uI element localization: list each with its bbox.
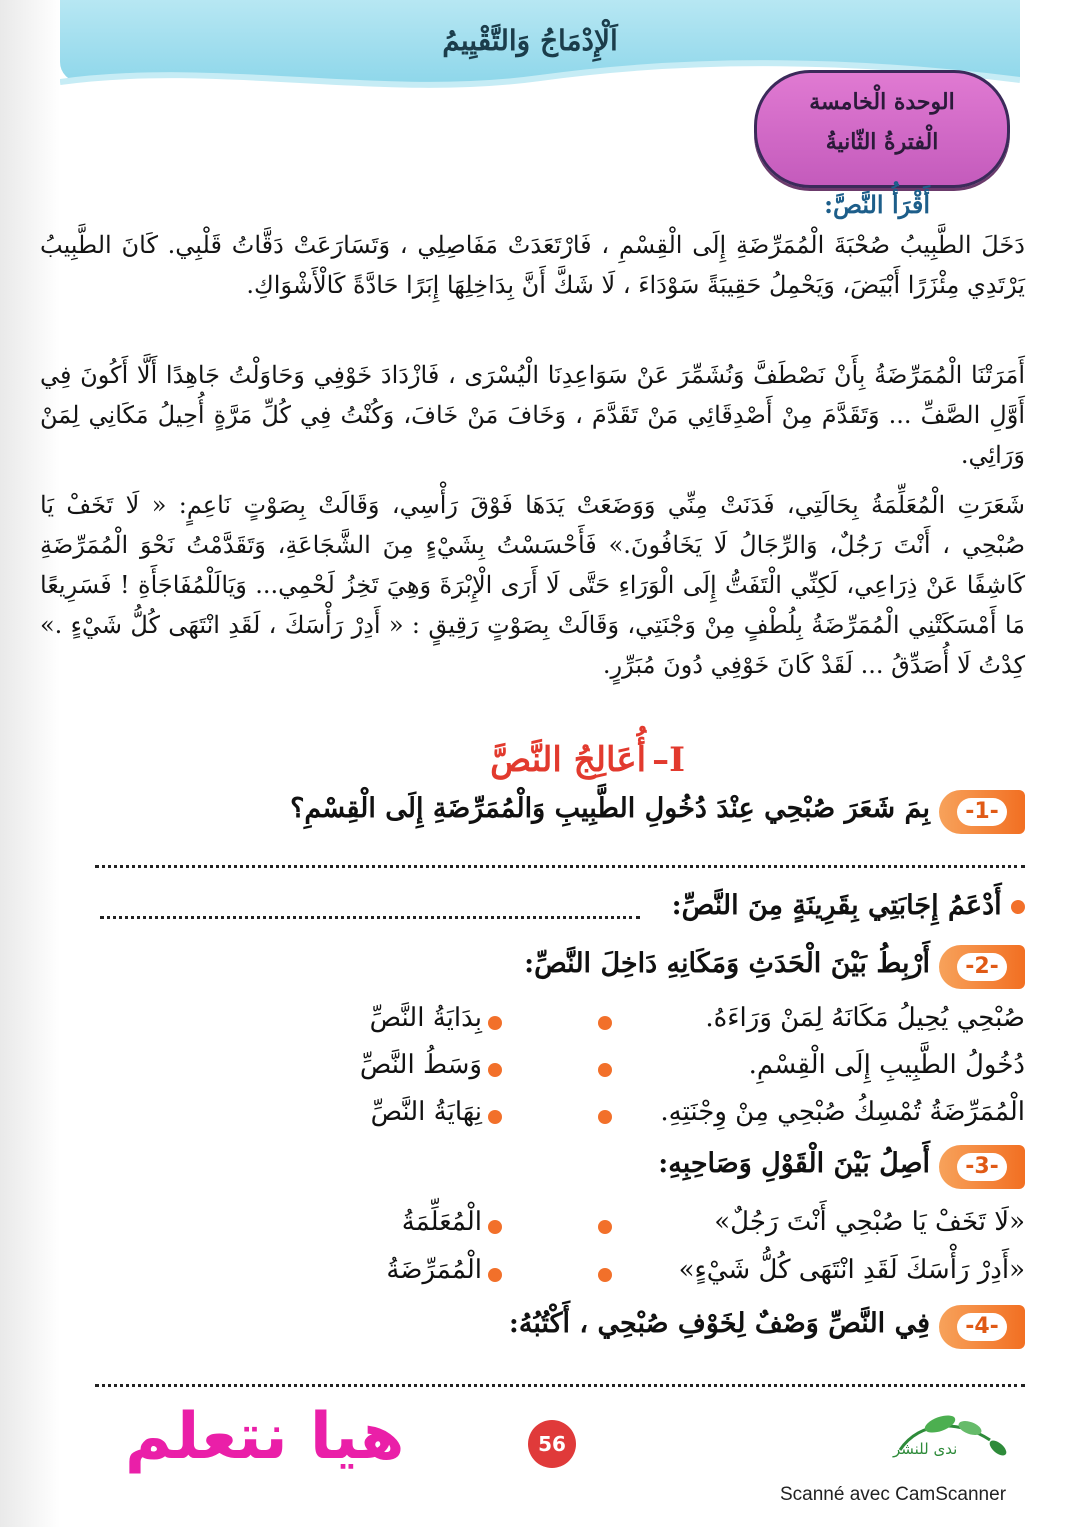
speaker-1: الْمُعَلِّمَةُ — [401, 1207, 482, 1237]
place-2: وَسَطُ النَّصِّ — [359, 1050, 482, 1080]
question-2-badge: -2- — [939, 945, 1025, 989]
bullet-icon — [1011, 900, 1025, 914]
answer-line-4[interactable] — [95, 1384, 1025, 1387]
event-2-dot[interactable] — [598, 1063, 612, 1077]
question-3-text: أَصِلُ بَيْنَ الْقَوْلِ وَصَاحِبِهِ: — [658, 1148, 930, 1179]
quote-1-dot[interactable] — [598, 1220, 612, 1234]
question-4-text: فِي النَّصِّ وَصْفٌ لِخَوْفِ صُبْحِي ، أَكْتُبُهُ: — [508, 1308, 930, 1339]
section-title: أُعَالِجُ النَّصَّ — [490, 740, 647, 780]
section-number: I– — [652, 740, 685, 780]
answer-line-1[interactable] — [95, 865, 1025, 868]
place-1: بِدَايَةُ النَّصِّ — [369, 1003, 482, 1033]
question-2-text: أَرْبِطُ بَيْنَ الْحَدَثِ وَمَكَانِهِ دَاخِلَ النَّصِّ: — [524, 948, 930, 979]
publisher-name: ندى للنشر — [893, 1440, 958, 1458]
event-3: الْمُمَرِّضَةُ تُمْسِكُ صُبْحِي مِنْ وِجْنَتِهِ. — [660, 1097, 1025, 1127]
question-4-badge: -4- — [939, 1305, 1025, 1349]
unit-badge — [754, 70, 1010, 188]
place-2-dot[interactable] — [488, 1063, 502, 1077]
question-3-badge: -3- — [939, 1145, 1025, 1189]
question-1-text: بِمَ شَعَرَ صُبْحِي عِنْدَ دُخُولِ الطَّبِيبِ وَالْمُمَرِّضَةِ إِلَى الْقِسْمِ؟ — [290, 793, 930, 824]
question-1b-text: أَدْعَمُ إِجَابَتِي بِقَرِينَةٍ مِنَ النَّصِّ: — [672, 890, 1025, 921]
speaker-2: الْمُمَرِّضَةُ — [386, 1255, 482, 1285]
unit-label: الوحدة الْخامسة — [809, 89, 955, 115]
paragraph-2: أَمَرَتْنَا الْمُمَرِّضَةُ بِأَنْ نَصْطَفَّ وَنُشَمِّرَ عَنْ سَوَاعِدِنَا الْيُسْرَى ، فَازْدَادَ خَوْفِي وَحَاوَلْتُ جَاهِدًا أَلَّا أَكُونَ فِي أَوَّلِ الصَّفِّ ... وَتَقَدَّمَ مِنْ أَصْدِقَائِي مَنْ تَقَدَّمَ ، وَخَافَ مَنْ خَافَ، وَكُنْتُ فِي كُلِّ مَرَّةٍ أُحِيلُ مَكَانِي لِمَنْ وَرَائِي. — [40, 361, 1025, 469]
quote-2: «أَدِرْ رَأْسَكَ لَقَدِ انْتَهَى كُلُّ شَيْءٍ» — [678, 1255, 1025, 1285]
place-1-dot[interactable] — [488, 1016, 502, 1030]
slogan-watermark: هيا نتعلم — [125, 1400, 405, 1474]
page-number: 56 — [528, 1420, 576, 1468]
event-3-dot[interactable] — [598, 1110, 612, 1124]
scanner-caption: Scanné avec CamScanner — [780, 1484, 1007, 1505]
page-title: اَلْإِدْمَاجُ وَالتَّقْيِيمُ — [442, 24, 618, 57]
answer-line-1b[interactable] — [100, 916, 640, 919]
quote-2-dot[interactable] — [598, 1268, 612, 1282]
speaker-2-dot[interactable] — [488, 1268, 502, 1282]
period-label: الْفترةُ الثّانيةُ — [825, 129, 939, 155]
event-1-dot[interactable] — [598, 1016, 612, 1030]
paragraph-3: شَعَرَتِ الْمُعَلِّمَةُ بِحَالَتِي، فَدَنَتْ مِنِّي وَوَضَعَتْ يَدَهَا فَوْقَ رَأْسِي، وَقَالَتْ بِصَوْتٍ نَاعِمٍ: « لَا تَخَفْ يَا صُبْحِي ، أَنْتَ رَجُلٌ، وَالرِّجَالُ لَا يَخَافُونَ.» فَأَحْسَسْتُ بِشَيْءٍ مِنَ الشَّجَاعَةِ، وَتَقَدَّمْتُ نَحْوَ الْمُمَرِّضَةِ كَاشِفًا عَنْ ذِرَاعِي، لَكِنِّي الْتَفَتُّ إِلَى الْوَرَاءِ حَتَّى لَا أَرَى الْإِبْرَةَ وَهِيَ تَخِزُ لَحْمِي... وَيَالَلْمُفَاجَأَةِ ! فَسَرِيعًا مَا أَمْسَكَتْنِي الْمُمَرِّضَةُ بِلُطْفٍ مِنْ وَجْنَتِي، وَقَالَتْ بِصَوْتٍ رَقِيقٍ : « أَدِرْ رَأْسَكَ ، لَقَدِ انْتَهَى كُلُّ شَيْءٍ .» كِدْتُ لَا أُصَدِّقُ ... لَقَدْ كَانَ خَوْفِي دُونَ مُبَرِّرٍ. — [40, 491, 1025, 679]
speaker-1-dot[interactable] — [488, 1220, 502, 1234]
quote-1: «لَا تَخَفْ يَا صُبْحِي أَنْتَ رَجُلٌ» — [714, 1207, 1025, 1237]
reading-label: أَقْرَأُ النَّصَّ: — [824, 190, 930, 219]
place-3: نِهَايَةُ النَّصِّ — [370, 1097, 482, 1127]
event-1: صُبْحِي يُحِيلُ مَكَانَهُ لِمَنْ وَرَاءَهُ. — [705, 1003, 1025, 1033]
section-heading — [490, 740, 685, 780]
question-1-badge: -1- — [939, 790, 1025, 834]
paragraph-1: دَخَلَ الطَّبِيبُ صُحْبَةَ الْمُمَرِّضَةِ إِلَى الْقِسْمِ ، فَارْتَعَدَتْ مَفَاصِلِي ، وَتَسَارَعَتْ دَقَّاتُ قَلْبِي. كَانَ الطَّبِيبُ يَرْتَدِي مِئْزَرًا أَبْيَضَ، وَيَحْمِلُ حَقِيبَةً سَوْدَاءَ ، لَا شَكَّ أَنَّ بِدَاخِلِهَا إِبَرًا حَادَّةً كَالْأَشْوَاكِ. — [40, 231, 1025, 299]
event-2: دُخُولُ الطَّبِيبِ إِلَى الْقِسْمِ. — [748, 1050, 1025, 1080]
place-3-dot[interactable] — [488, 1110, 502, 1124]
